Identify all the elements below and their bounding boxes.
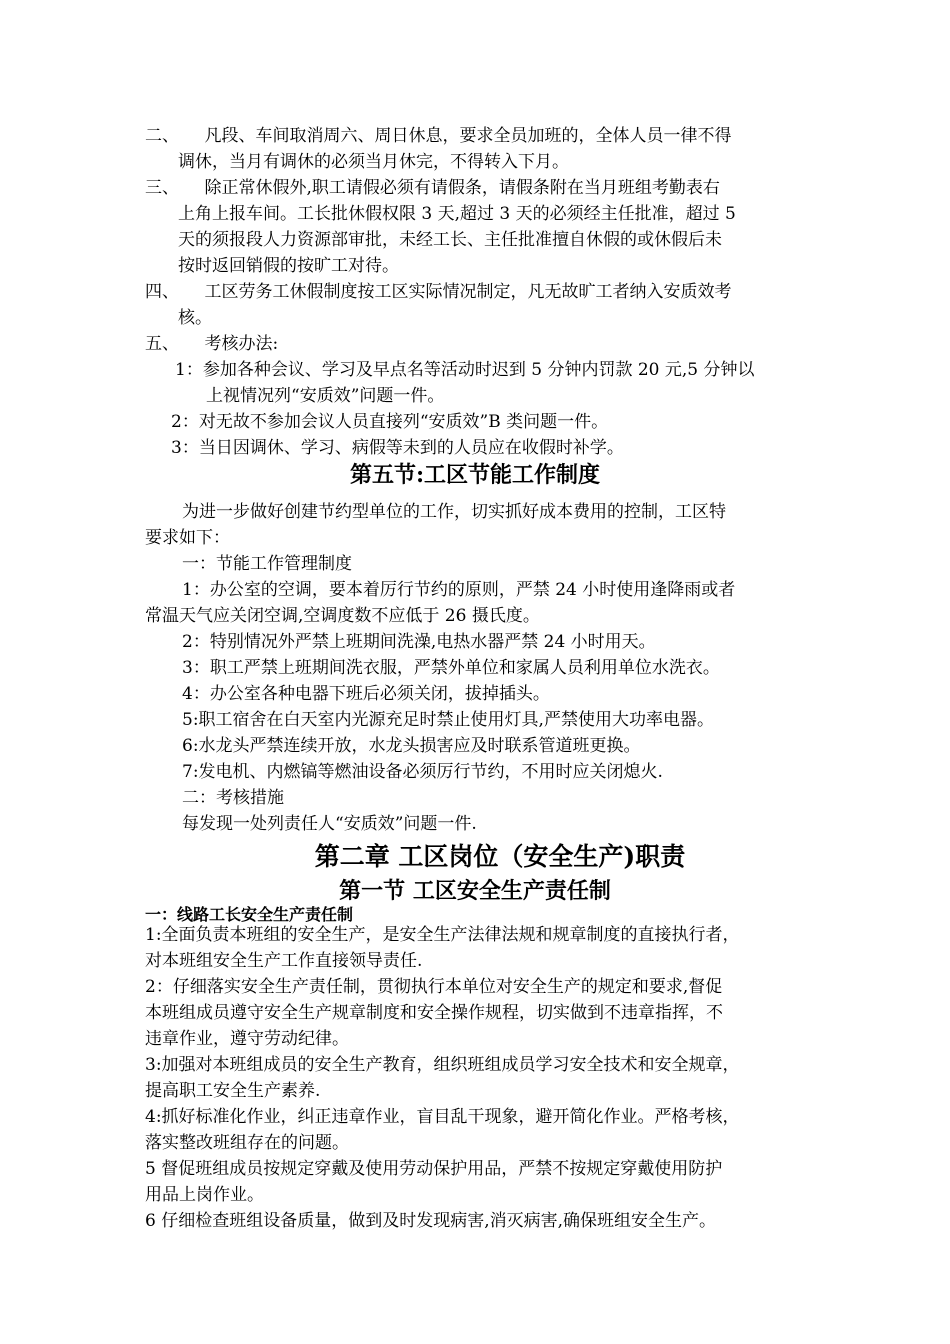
energy-rule-6: 6:水龙头严禁连续开放，水龙头损害应及时联系管道班更换。: [182, 736, 641, 756]
para-item-2-line-1: 二、 凡段、车间取消周六、周日休息，要求全员加班的，全体人员一律不得: [145, 126, 732, 146]
duty-1-line-1: 1:全面负责本班组的安全生产，是安全生产法律法规和规章制度的直接执行者，: [145, 925, 740, 945]
chapter2-heading: 第二章 工区岗位（安全生产)职责: [314, 842, 686, 871]
duty-2-line-2: 本班组成员遵守安全生产规章制度和安全操作规程，切实做到不违章指挥，不: [145, 1003, 723, 1023]
duty-4-line-1: 4:抓好标准化作业，纠正违章作业，盲目乱干现象，避开简化作业。严格考核，: [145, 1107, 740, 1127]
energy-intro-line-1: 为进一步做好创建节约型单位的工作，切实抓好成本费用的控制，工区特: [182, 502, 726, 522]
duty-4-line-2: 落实整改班组存在的问题。: [145, 1133, 349, 1153]
para-item-3-line-2: 上角上报车间。工长批休假权限 3 天,超过 3 天的必须经主任批准，超过 5: [178, 204, 736, 224]
energy-rule-1-line-2: 常温天气应关闭空调,空调度数不应低于 26 摄氏度。: [145, 606, 540, 626]
energy-rule-2: 2：特别情况外严禁上班期间洗澡,电热水器严禁 24 小时用天。: [182, 632, 656, 652]
duty-5-line-1: 5 督促班组成员按规定穿戴及使用劳动保护用品，严禁不按规定穿戴使用防护: [145, 1159, 723, 1179]
para-item-3-line-3: 天的须报段人力资源部审批，未经工长、主任批准擅自休假的或休假后未: [178, 230, 722, 250]
energy-rule-5: 5:职工宿舍在白天室内光源充足时禁止使用灯具,严禁使用大功率电器。: [182, 710, 714, 730]
para-item-4-line-2: 核。: [178, 308, 212, 328]
energy-subheading-2: 二：考核措施: [182, 788, 284, 808]
duty-2-line-1: 2：仔细落实安全生产责任制，贯彻执行本单位对安全生产的规定和要求,督促: [145, 977, 723, 997]
section5-heading: 第五节:工区节能工作制度: [349, 462, 601, 488]
rule-2-line: 2：对无故不参加会议人员直接列“安质效”B 类问题一件。: [171, 412, 609, 432]
para-item-2-line-2: 调休，当月有调休的必须当月休完，不得转入下月。: [178, 152, 569, 172]
energy-rule-4: 4：办公室各种电器下班后必须关闭，拔掉插头。: [182, 684, 550, 704]
energy-rule-7: 7:发电机、内燃镐等燃油设备必须厉行节约，不用时应关闭熄火.: [182, 762, 663, 782]
duty-3-line-2: 提高职工安全生产素养.: [145, 1081, 321, 1101]
duty-3-line-1: 3:加强对本班组成员的安全生产教育，组织班组成员学习安全技术和安全规章，: [145, 1055, 740, 1075]
energy-rule-1-line-1: 1：办公室的空调，要本着厉行节约的原则，严禁 24 小时使用逢降雨或者: [182, 580, 736, 600]
duty-5-line-2: 用品上岗作业。: [145, 1185, 264, 1205]
duty-1-line-2: 对本班组安全生产工作直接领导责任.: [145, 951, 423, 971]
section1-heading: 第一节 工区安全生产责任制: [339, 878, 611, 904]
energy-intro-line-2: 要求如下：: [145, 528, 230, 548]
para-item-4-line-1: 四、 工区劳务工休假制度按工区实际情况制定，凡无故旷工者纳入安质效考: [145, 282, 732, 302]
rule-1-line-2: 上视情况列“安质效”问题一件。: [206, 386, 445, 406]
duty-2-line-3: 违章作业，遵守劳动纪律。: [145, 1029, 349, 1049]
rule-1-line-1: 1：参加各种会议、学习及早点名等活动时迟到 5 分钟内罚款 20 元,5 分钟以: [175, 360, 755, 380]
para-item-5-line-1: 五、 考核办法:: [145, 334, 279, 354]
energy-rule-3: 3：职工严禁上班期间洗衣服，严禁外单位和家属人员利用单位水洗衣。: [182, 658, 720, 678]
rule-3-line: 3：当日因调休、学习、病假等未到的人员应在收假时补学。: [171, 438, 624, 458]
para-item-3-line-1: 三、 除正常休假外,职工请假必须有请假条，请假条附在当月班组考勤表右: [145, 178, 720, 198]
sub1-heading: 一：线路工长安全生产责任制: [145, 905, 354, 924]
energy-subheading-1: 一：节能工作管理制度: [182, 554, 352, 574]
duty-6-line: 6 仔细检查班组设备质量，做到及时发现病害,消灭病害,确保班组安全生产。: [145, 1211, 717, 1231]
energy-assessment: 每发现一处列责任人“安质效”问题一件.: [182, 814, 477, 834]
para-item-3-line-4: 按时返回销假的按旷工对待。: [178, 256, 399, 276]
